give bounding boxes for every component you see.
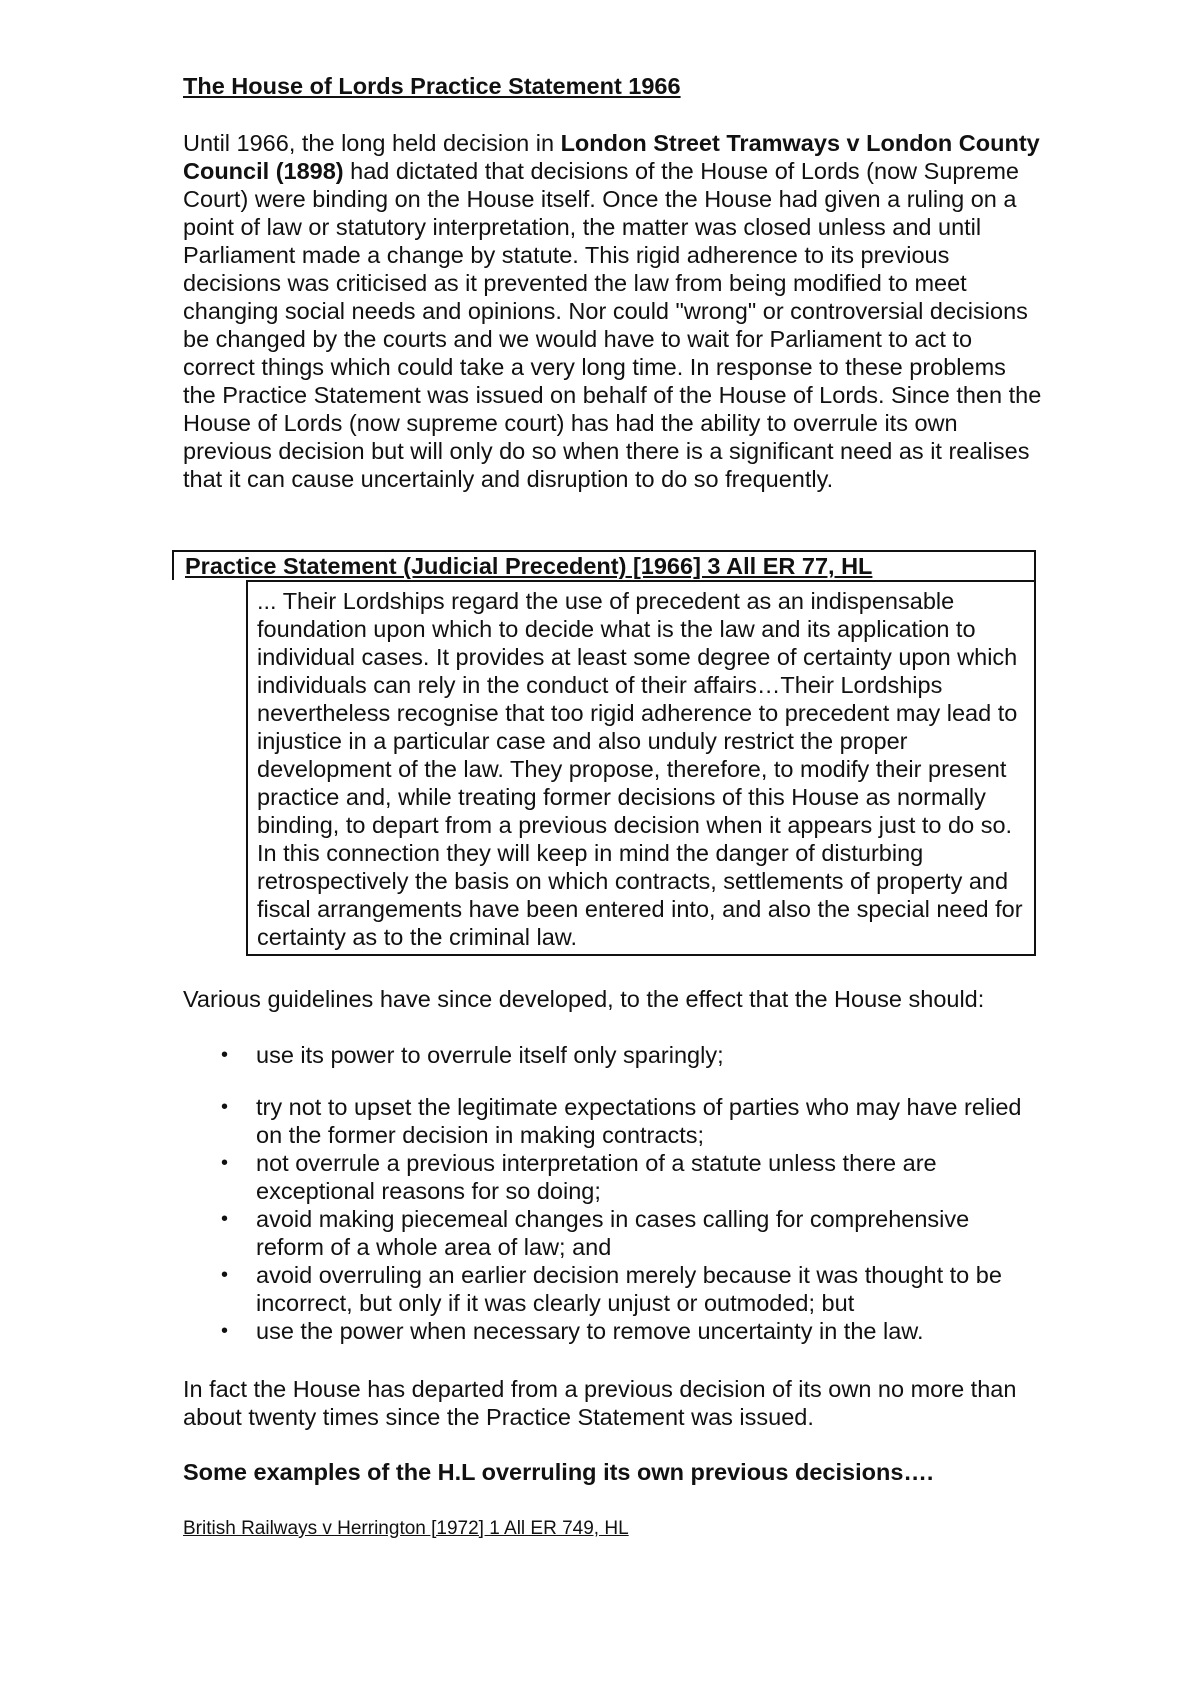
list-item xyxy=(183,1041,1043,1069)
list-item xyxy=(183,1317,1043,1345)
bullet-icon: • xyxy=(221,1096,229,1118)
example-case-link[interactable]: British Railways v Herrington [1972] 1 All ER 749, HL xyxy=(183,1518,629,1539)
list-item xyxy=(183,1149,1043,1205)
case-quote-box xyxy=(246,580,1036,956)
list-item xyxy=(183,1093,1043,1149)
list-item-text: avoid making piecemeal changes in cases calling for comprehensive reform of a whole area of law; and xyxy=(256,1206,970,1260)
list-item-text: avoid overruling an earlier decision merely because it was thought to be incorrect, but only if it was clearly unjust or outmoded; but xyxy=(256,1262,1002,1316)
intro-text-after: had dictated that decisions of the House of Lords (now Supreme Court) were binding on the House itself. Once the House had given a ruling on a point of law or statutory interpretation, the matter was closed unless and until Parliament made a change by statute. This rigid adherence to its previous decisions was criticised as it prevented the law from being modified to meet changing social needs and opinions. Nor could "wrong" or controversial decisions be changed by the courts and we would have to wait for Parliament to act to correct things which could take a very long time. In response to these problems the Practice Statement was issued on behalf of the House of Lords. Since then the House of Lords (now supreme court) has had the ability to overrule its own previous decision but will only do so when there is a significant need as it realises that it can cause uncertainly and disruption to do so frequently. xyxy=(183,158,1042,492)
bullet-icon: • xyxy=(221,1208,229,1230)
list-item-text: not overrule a previous interpretation of a statute unless there are exceptional reasons for so doing; xyxy=(256,1150,937,1204)
list-item xyxy=(183,1261,1043,1317)
intro-text-before: Until 1966, the long held decision in xyxy=(183,130,561,156)
list-item-text: use its power to overrule itself only sparingly; xyxy=(256,1042,724,1068)
intro-paragraph xyxy=(183,129,1043,493)
guidelines-list xyxy=(183,1041,1043,1345)
guidelines-intro: Various guidelines have since developed, to the effect that the House should: xyxy=(183,986,985,1012)
list-item xyxy=(183,1205,1043,1261)
bullet-icon: • xyxy=(221,1320,229,1342)
closing-paragraph: In fact the House has departed from a previous decision of its own no more than about twenty times since the Practice Statement was issued. xyxy=(183,1376,1017,1430)
case-title-box xyxy=(172,550,1036,580)
bullet-icon: • xyxy=(221,1152,229,1174)
page-title: The House of Lords Practice Statement 1966 xyxy=(183,73,681,99)
examples-heading: Some examples of the H.L overruling its own previous decisions…. xyxy=(183,1459,934,1485)
list-item-text: try not to upset the legitimate expectations of parties who may have relied on the former decision in making contracts; xyxy=(256,1094,1022,1148)
list-item-text: use the power when necessary to remove uncertainty in the law. xyxy=(256,1318,924,1344)
intro-case-name: London Street Tramways v London County Council (1898) xyxy=(183,130,1040,184)
bullet-icon: • xyxy=(221,1264,229,1286)
case-quote-text: ... Their Lordships regard the use of precedent as an indispensable foundation upon which to decide what is the law and its application to individual cases. It provides at least some degree of certainty upon which individuals can rely in the conduct of their affairs…Their Lordships nevertheless recognise that too rigid adherence to precedent may lead to injustice in a particular case and also unduly restrict the proper development of the law. They propose, therefore, to modify their present practice and, while treating former decisions of this House as normally binding, to depart from a previous decision when it appears just to do so. In this connection they will keep in mind the danger of disturbing retrospectively the basis on which contracts, settlements of property and fiscal arrangements have been entered into, and also the special need for certainty as to the criminal law. xyxy=(257,588,1023,950)
bullet-icon: • xyxy=(221,1044,229,1066)
case-title: Practice Statement (Judicial Precedent) [1966] 3 All ER 77, HL xyxy=(185,553,873,579)
